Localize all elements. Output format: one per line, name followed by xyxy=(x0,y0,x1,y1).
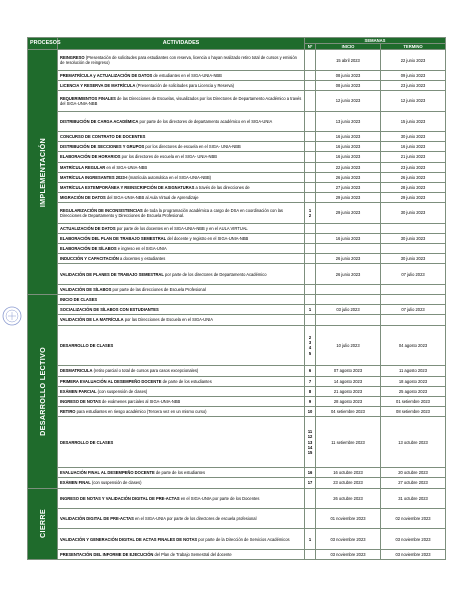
table-row xyxy=(28,468,446,478)
activity-title: REGULARIZACIÓN DE INCONSISTENCIAS xyxy=(60,207,143,213)
end-date-cell: 30 junio 2023 xyxy=(381,131,446,141)
activity-cell xyxy=(58,396,305,406)
activity-title: MATRÍCULA EXTEMPORÁNEA Y REINSCRIPCIÓN DE ASIGNATURAS xyxy=(60,184,195,190)
end-date-cell: 27 octubre 2023 xyxy=(381,478,446,488)
table-row xyxy=(28,152,446,162)
table-row xyxy=(28,162,446,172)
table-row xyxy=(28,305,446,315)
table-row xyxy=(28,80,446,90)
activity-cell xyxy=(58,407,305,417)
end-date-cell: 07 julio 2023 xyxy=(381,264,446,284)
start-date-cell: 22 junio 2023 xyxy=(316,162,381,172)
end-date-cell: 15 junio 2023 xyxy=(381,111,446,131)
activity-detail: de exámenes parciales al SIGA-UNIA-NBB xyxy=(100,398,181,404)
activity-cell xyxy=(58,294,305,304)
week-number-cell xyxy=(305,315,316,325)
activity-detail: (con suspensión de clases) xyxy=(90,480,142,486)
activity-cell xyxy=(58,264,305,284)
week-number-cell xyxy=(305,80,316,90)
end-date-cell: 07 julio 2023 xyxy=(381,305,446,315)
activity-title: EVALUACIÓN FINAL AL DESEMPEÑO DOCENTE xyxy=(60,470,155,476)
activity-title: MATRÍCULA INGRESANTES 2023-I xyxy=(60,174,128,180)
table-row xyxy=(28,244,446,254)
table-row xyxy=(28,254,446,264)
activity-cell xyxy=(58,223,305,233)
activity-cell xyxy=(58,162,305,172)
start-date-cell: 26 junio 2023 xyxy=(316,264,381,284)
header-row-top xyxy=(28,38,446,44)
start-date-cell: 03 noviembre 2023 xyxy=(316,549,381,559)
end-date-cell: 11 agosto 2023 xyxy=(381,366,446,376)
activity-title: PRESENTACIÓN DEL INFORME DE EJECUCIÓN xyxy=(60,551,154,557)
process-cell xyxy=(28,488,58,559)
end-date-cell: 21 junio 2023 xyxy=(381,152,446,162)
seal-stamp-icon xyxy=(1,305,23,327)
end-date-cell: 22 junio 2023 xyxy=(381,50,446,70)
activity-detail: a través de las direcciones de xyxy=(194,184,250,190)
activity-title: RETIRO xyxy=(60,409,76,415)
activity-cell xyxy=(58,305,305,315)
activity-title: PREMATRÍCULA y ACTUALIZACIÓN DE DATOS xyxy=(60,72,153,78)
table-row xyxy=(28,193,446,203)
activity-cell xyxy=(58,315,305,325)
activity-title: INDUCCIÓN Y CAPACITACIÓN xyxy=(60,256,119,262)
end-date-cell: 26 junio 2023 xyxy=(381,172,446,182)
table-row xyxy=(28,50,446,70)
week-number-cell xyxy=(305,142,316,152)
week-number-cell xyxy=(305,294,316,304)
activity-cell xyxy=(58,91,305,111)
start-date-cell: 10 julio 2023 xyxy=(316,325,381,366)
activity-cell xyxy=(58,549,305,559)
activity-title: PRIMERA EVALUACIÓN AL DESEMPEÑO DOCENTE xyxy=(60,378,162,384)
table-row xyxy=(28,70,446,80)
week-number-cell xyxy=(305,172,316,182)
end-date-cell: 03 noviembre 2023 xyxy=(381,529,446,549)
activity-detail: del Plan de Trabajo Semestral del docente xyxy=(153,551,232,557)
header-termino: TERMINO xyxy=(381,44,446,50)
activity-cell xyxy=(58,193,305,203)
activity-title: ELABORACIÓN DE SÍLABOS xyxy=(60,246,117,252)
activity-title: EXÁMEN FINAL xyxy=(60,480,91,486)
activity-title: CONCURSO DE CONTRATO DE DOCENTES xyxy=(60,133,146,139)
activity-title: EXÁMEN PARCIAL xyxy=(60,388,97,394)
week-number-cell: 6 xyxy=(305,366,316,376)
header-n: Nº xyxy=(305,44,316,50)
activity-cell xyxy=(58,172,305,182)
activity-detail: de estudiantes en el SIGA-UNIA-NBB xyxy=(152,72,222,78)
week-number-cell: 10 xyxy=(305,407,316,417)
activity-detail: del SIGA-UNIA-NBB al Aula Virtual de Aprendizaje xyxy=(105,195,199,201)
end-date-cell: 30 junio 2023 xyxy=(381,254,446,264)
activity-title: ELABORACIÓN DE HORARIOS xyxy=(60,154,121,160)
week-number-cell: 17 xyxy=(305,478,316,488)
activity-detail: por parte de los docentes en el SIGA-UNIA-NBB y en el AULA VIRTUAL xyxy=(115,225,248,231)
activity-cell xyxy=(58,131,305,141)
table-row xyxy=(28,131,446,141)
activity-detail: e ingreso en el SIGA-UNIA xyxy=(116,246,167,252)
week-number-cell: 16 xyxy=(305,468,316,478)
start-date-cell: 26 octubre 2023 xyxy=(316,488,381,508)
end-date-cell: 16 junio 2023 xyxy=(381,142,446,152)
end-date-cell: 30 junio 2023 xyxy=(381,203,446,223)
activity-cell xyxy=(58,80,305,90)
activity-title: VALIDACIÓN Y GENERACIÓN DIGITAL DE ACTAS FINALES DE NOTAS xyxy=(60,536,198,542)
activity-title: MIGRACIÓN DE DATOS xyxy=(60,195,106,201)
start-date-cell: 08 junio 2023 xyxy=(316,70,381,80)
start-date-cell: 26 junio 2023 xyxy=(316,254,381,264)
start-date-cell xyxy=(316,284,381,294)
table-row xyxy=(28,203,446,223)
process-cell xyxy=(28,294,58,488)
activity-detail: en el SIGA-UNIA-NBB xyxy=(105,164,148,170)
start-date-cell: 26 junio 2023 xyxy=(316,172,381,182)
week-number-cell xyxy=(305,254,316,264)
activity-cell xyxy=(58,111,305,131)
activity-cell xyxy=(58,50,305,70)
table-row xyxy=(28,142,446,152)
table-row xyxy=(28,111,446,131)
start-date-cell xyxy=(316,244,381,254)
activity-detail: en el SIGA-UNIA por parte de los Docentes xyxy=(179,495,260,501)
header-procesos: PROCESOS xyxy=(28,38,58,50)
week-number-cell xyxy=(305,182,316,192)
end-date-cell xyxy=(381,294,446,304)
activity-title: ELABORACIÓN DEL PLAN DE TRABAJO SEMESTRAL xyxy=(60,235,167,241)
activity-cell xyxy=(58,244,305,254)
week-number-cell: 1 xyxy=(305,529,316,549)
week-number-cell xyxy=(305,70,316,80)
activity-detail: a docentes y estudiantes xyxy=(118,256,166,262)
start-date-cell: 28 agosto 2023 xyxy=(316,396,381,406)
end-date-cell: 02 noviembre 2023 xyxy=(381,509,446,529)
activity-detail: por parte de los directores de Departamento Académico xyxy=(163,271,267,277)
activity-title: VALIDACIÓN DE LA MATRÍCULA xyxy=(60,317,124,323)
start-date-cell: 21 agosto 2023 xyxy=(316,386,381,396)
activity-title: VALIDACIÓN DE SÍLABOS xyxy=(60,286,112,292)
activity-cell xyxy=(58,70,305,80)
start-date-cell: 27 junio 2023 xyxy=(316,182,381,192)
end-date-cell: 28 junio 2023 xyxy=(381,182,446,192)
end-date-cell: 13 octubre 2023 xyxy=(381,417,446,468)
week-number-cell xyxy=(305,162,316,172)
week-number-cell: 1 2 xyxy=(305,203,316,223)
week-number-cell: 11 12 13 14 15 xyxy=(305,417,316,468)
end-date-cell: 29 junio 2023 xyxy=(381,193,446,203)
activity-title: MATRÍCULA REGULAR xyxy=(60,164,106,170)
activity-title: LICENCIA Y RESERVA DE MATRÍCULA xyxy=(60,82,136,88)
start-date-cell: 11 setiembre 2023 xyxy=(316,417,381,468)
table-row xyxy=(28,396,446,406)
start-date-cell: 03 julio 2023 xyxy=(316,305,381,315)
activity-title: DISTRIBUCIÓN DE SECCIONES Y GRUPOS xyxy=(60,144,145,150)
activity-detail: (Presentación de solicitudes para Licencia y Reserva) xyxy=(135,82,235,88)
end-date-cell: 31 octubre 2023 xyxy=(381,488,446,508)
activity-cell xyxy=(58,488,305,508)
activity-detail: por parte de los directores de departamento académico en el SIGA-UNIA xyxy=(138,118,273,124)
activity-detail: (Presentación de solicitudes para estudiantes con reserva, licencia o hayan realizado retiro total de cursos y emisión de resolución de reingreso) xyxy=(60,54,297,66)
week-number-cell xyxy=(305,152,316,162)
activity-detail: por las Direcciones de Escuela en el SIGA-UNIA xyxy=(123,317,214,323)
start-date-cell: 13 junio 2023 xyxy=(316,111,381,131)
activity-cell xyxy=(58,417,305,468)
table-row xyxy=(28,386,446,396)
process-label: CIERRE xyxy=(37,509,47,539)
table-row xyxy=(28,478,446,488)
activity-title: ACTUALIZACIÓN DE DATOS xyxy=(60,225,116,231)
end-date-cell: 04 agosto 2023 xyxy=(381,325,446,366)
activity-cell xyxy=(58,203,305,223)
activity-title: INGRESO DE NOTAS Y VALIDACIÓN DIGITAL DE PRE-ACTAS xyxy=(60,495,180,501)
header-actividades: ACTIVIDADES xyxy=(58,38,305,50)
start-date-cell: 23 octubre 2023 xyxy=(316,478,381,488)
start-date-cell: 16 junio 2023 xyxy=(316,152,381,162)
table-row xyxy=(28,549,446,559)
week-number-cell xyxy=(305,284,316,294)
week-number-cell xyxy=(305,233,316,243)
table-row xyxy=(28,223,446,233)
start-date-cell: 16 junio 2023 xyxy=(316,142,381,152)
activity-detail: de las Direcciones de Escuelas, visualizados por los Directores de Departamento Académico a través del SIGA-UNIA-NBB xyxy=(60,95,302,106)
table-row xyxy=(28,529,446,549)
week-number-cell xyxy=(305,131,316,141)
activity-detail: (matrícula automática en el SIGA-UNIA-NBB) xyxy=(127,174,212,180)
table-row xyxy=(28,366,446,376)
table-row xyxy=(28,417,446,468)
activity-detail: en el SIGA-UNIA por parte de los directores de escuela profesional xyxy=(133,516,257,522)
end-date-cell: 01 setiembre 2023 xyxy=(381,396,446,406)
activity-cell xyxy=(58,254,305,264)
activity-title: SOCIALIZACIÓN DE SÍLABOS CON ESTUDIANTES xyxy=(60,307,159,313)
process-label: IMPLEMENTACIÓN xyxy=(37,137,47,207)
week-number-cell xyxy=(305,488,316,508)
end-date-cell: 12 junio 2023 xyxy=(381,91,446,111)
process-label: DESARROLLO LECTIVO xyxy=(37,346,47,436)
week-number-cell xyxy=(305,244,316,254)
activity-cell xyxy=(58,509,305,529)
week-number-cell xyxy=(305,223,316,233)
table-row xyxy=(28,294,446,304)
week-number-cell xyxy=(305,193,316,203)
end-date-cell xyxy=(381,244,446,254)
start-date-cell: 08 junio 2023 xyxy=(316,80,381,90)
activity-cell xyxy=(58,152,305,162)
start-date-cell xyxy=(316,294,381,304)
activity-cell xyxy=(58,529,305,549)
activity-title: DESARROLLO DE CLASES xyxy=(60,439,114,445)
activity-title: INGRESO DE NOTAS xyxy=(60,398,101,404)
activity-title: DESMATRICULA xyxy=(60,368,93,374)
activity-cell xyxy=(58,478,305,488)
activity-title: DESARROLLO DE CLASES xyxy=(60,342,114,348)
table-row xyxy=(28,182,446,192)
end-date-cell: 20 octubre 2023 xyxy=(381,468,446,478)
activity-detail: de toda la programación académica a cargo de DSA en coordinación con las Direcciones de Departamento y Direcciones de Escuela Profesional. xyxy=(60,207,283,218)
activity-cell xyxy=(58,142,305,152)
end-date-cell xyxy=(381,315,446,325)
end-date-cell: 30 junio 2023 xyxy=(381,233,446,243)
end-date-cell: 08 setiembre 2023 xyxy=(381,407,446,417)
activity-detail: del docente y registro en el SIGA-UNIA-NBB xyxy=(166,235,249,241)
week-number-cell xyxy=(305,50,316,70)
activity-cell xyxy=(58,386,305,396)
activity-detail: (retiro parcial o total de cursos para casos excepcionales) xyxy=(92,368,199,374)
week-number-cell xyxy=(305,111,316,131)
week-number-cell: 8 xyxy=(305,386,316,396)
activity-detail: por los directores de escuela en el SIGA- UNIA-NBB xyxy=(120,154,217,160)
end-date-cell: 25 agosto 2023 xyxy=(381,386,446,396)
end-date-cell: 09 junio 2023 xyxy=(381,70,446,80)
activity-detail: por los directores de escuela en el SIGA- UNIA-NBB xyxy=(144,144,241,150)
start-date-cell: 07 agosto 2023 xyxy=(316,366,381,376)
activity-title: VALIDACIÓN DE PLANES DE TRABAJO SEMESTRAL xyxy=(60,271,164,277)
activity-detail: para estudiantes en riesgo académico (Tercera vez en un mismo curso) xyxy=(75,409,207,415)
activity-title: DISTRIBUCIÓN DE CARGA ACADÉMICA xyxy=(60,118,139,124)
activity-cell xyxy=(58,233,305,243)
start-date-cell: 29 junio 2023 xyxy=(316,193,381,203)
week-number-cell: 2 3 4 5 xyxy=(305,325,316,366)
start-date-cell: 14 agosto 2023 xyxy=(316,376,381,386)
end-date-cell: 18 agosto 2023 xyxy=(381,376,446,386)
activity-cell xyxy=(58,366,305,376)
activity-cell xyxy=(58,376,305,386)
activity-cell xyxy=(58,325,305,366)
activity-title: REINGRESO xyxy=(60,54,85,60)
week-number-cell: 9 xyxy=(305,396,316,406)
week-number-cell xyxy=(305,264,316,284)
activity-detail: por parte de las direcciones de Escuela Profesional xyxy=(111,286,206,292)
table-row xyxy=(28,172,446,182)
activity-detail: por parte de la Dirección de Servicios Académicos xyxy=(197,536,290,542)
activity-title: VALIDACIÓN DIGITAL DE PRE-ACTAS xyxy=(60,516,134,522)
academic-calendar-table xyxy=(27,37,446,560)
table-row xyxy=(28,264,446,284)
table-row xyxy=(28,488,446,508)
week-number-cell: 1 xyxy=(305,305,316,315)
start-date-cell: 16 junio 2023 xyxy=(316,233,381,243)
week-number-cell xyxy=(305,91,316,111)
header-semanas: SEMANAS xyxy=(305,38,446,44)
table-row xyxy=(28,325,446,366)
end-date-cell xyxy=(381,284,446,294)
start-date-cell: 29 junio 2023 xyxy=(316,203,381,223)
table-row xyxy=(28,376,446,386)
start-date-cell xyxy=(316,223,381,233)
activity-detail: de parte de los estudiantes xyxy=(154,470,205,476)
start-date-cell: 12 junio 2023 xyxy=(316,91,381,111)
end-date-cell: 23 junio 2023 xyxy=(381,80,446,90)
start-date-cell: 16 octubre 2023 xyxy=(316,468,381,478)
header-inicio: INICIO xyxy=(316,44,381,50)
activity-detail: de parte de los estudiantes xyxy=(161,378,212,384)
start-date-cell: 15 abril 2023 xyxy=(316,50,381,70)
table-row xyxy=(28,233,446,243)
process-cell xyxy=(28,50,58,295)
week-number-cell: 7 xyxy=(305,376,316,386)
end-date-cell xyxy=(381,223,446,233)
activity-cell xyxy=(58,284,305,294)
start-date-cell: 03 noviembre 2023 xyxy=(316,529,381,549)
start-date-cell: 01 noviembre 2023 xyxy=(316,509,381,529)
table-row xyxy=(28,407,446,417)
table-row xyxy=(28,91,446,111)
end-date-cell: 23 junio 2023 xyxy=(381,162,446,172)
activity-cell xyxy=(58,468,305,478)
table-row xyxy=(28,315,446,325)
table-row xyxy=(28,284,446,294)
week-number-cell xyxy=(305,509,316,529)
activity-cell xyxy=(58,182,305,192)
start-date-cell xyxy=(316,315,381,325)
start-date-cell: 04 setiembre 2023 xyxy=(316,407,381,417)
activity-title: INICIO DE CLASES xyxy=(60,296,98,302)
end-date-cell: 03 noviembre 2023 xyxy=(381,549,446,559)
activity-detail: (con suspensión de clases) xyxy=(96,388,148,394)
table-row xyxy=(28,509,446,529)
week-number-cell xyxy=(305,549,316,559)
start-date-cell: 16 junio 2023 xyxy=(316,131,381,141)
activity-title: REQUERIMIENTOS FINALES xyxy=(60,95,116,101)
